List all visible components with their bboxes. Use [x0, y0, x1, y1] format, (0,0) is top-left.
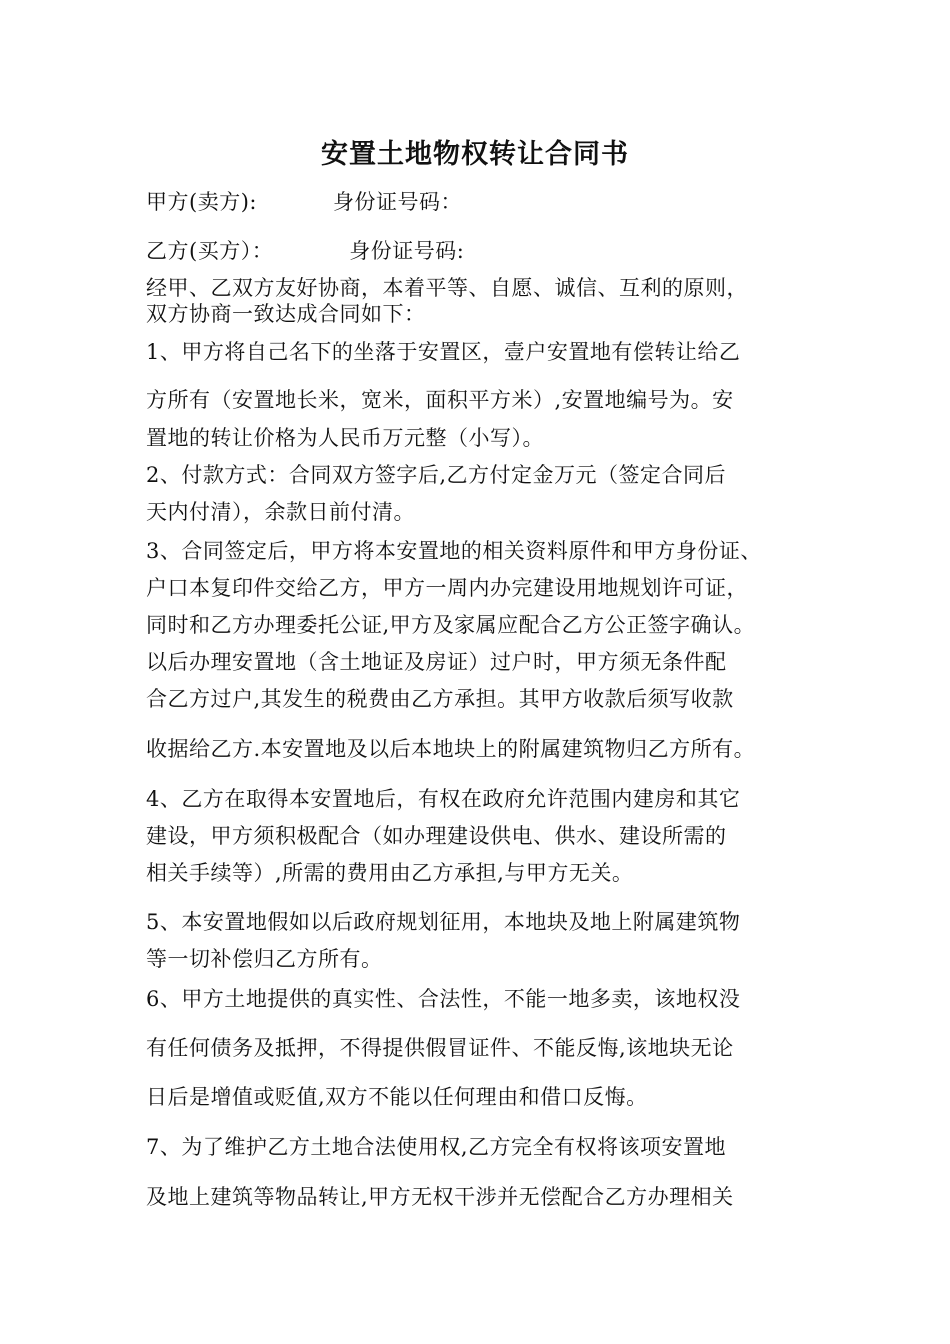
body-line: 5、本安置地假如以后政府规划征用，本地块及地上附属建筑物 — [146, 910, 741, 934]
body-line: 置地的转让价格为人民币万元整（小写）。 — [146, 426, 544, 450]
body-line: 相关手续等）,所需的费用由乙方承担,与甲方无关。 — [146, 861, 634, 885]
body-line: 合乙方过户,其发生的税费由乙方承担。其甲方收款后须写收款 — [146, 687, 734, 711]
body-line: 6、甲方土地提供的真实性、合法性，不能一地多卖，该地权没 — [146, 987, 741, 1011]
party-a-row — [146, 186, 462, 216]
body-line: 方所有（安置地长米，宽米，面积平方米）,安置地编号为。安 — [146, 388, 734, 412]
party-b-label: 乙方(买方）： — [146, 239, 274, 263]
party-a-label: 甲方(卖方): — [146, 190, 257, 214]
body-line: 7、为了维护乙方土地合法使用权,乙方完全有权将该项安置地 — [146, 1135, 727, 1159]
body-line: 及地上建筑等物品转让,甲方无权干涉并无偿配合乙方办理相关 — [146, 1185, 734, 1209]
party-b-row — [146, 235, 464, 265]
document-title: 安置土地物权转让合同书 — [321, 139, 629, 170]
party-b-id-label: 身份证号码: — [349, 239, 465, 263]
body-line: 经甲、乙双方友好协商，本着平等、自愿、诚信、互利的原则， — [146, 276, 748, 300]
body-line: 等一切补偿归乙方所有。 — [146, 947, 383, 971]
party-a-id-label: 身份证号码： — [332, 190, 462, 214]
body-line: 1、甲方将自己名下的坐落于安置区，壹户安置地有偿转让给乙 — [146, 340, 741, 364]
body-line: 天内付清），余款日前付清。 — [146, 500, 415, 524]
body-line: 建设，甲方须积极配合（如办理建设供电、供水、建设所需的 — [146, 824, 727, 848]
body-line: 有任何债务及抵押，不得提供假冒证件、不能反悔,该地块无论 — [146, 1036, 734, 1060]
body-line: 以后办理安置地（含土地证及房证）过户时，甲方须无条件配 — [146, 650, 727, 674]
body-line: 户口本复印件交给乙方，甲方一周内办完建设用地规划许可证， — [146, 576, 748, 600]
body-line: 同时和乙方办理委托公证,甲方及家属应配合乙方公正签字确认。 — [146, 613, 756, 637]
body-line: 收据给乙方.本安置地及以后本地块上的附属建筑物归乙方所有。 — [146, 737, 756, 761]
body-line: 日后是增值或贬值,双方不能以任何理由和借口反悔。 — [146, 1085, 648, 1109]
body-line: 2、付款方式：合同双方签字后,乙方付定金万元（签定合同后 — [146, 463, 727, 487]
body-line: 双方协商一致达成合同如下： — [146, 302, 426, 326]
body-line: 4、乙方在取得本安置地后，有权在政府允许范围内建房和其它 — [146, 787, 741, 811]
body-line: 3、合同签定后，甲方将本安置地的相关资料原件和甲方身份证、 — [146, 539, 762, 563]
